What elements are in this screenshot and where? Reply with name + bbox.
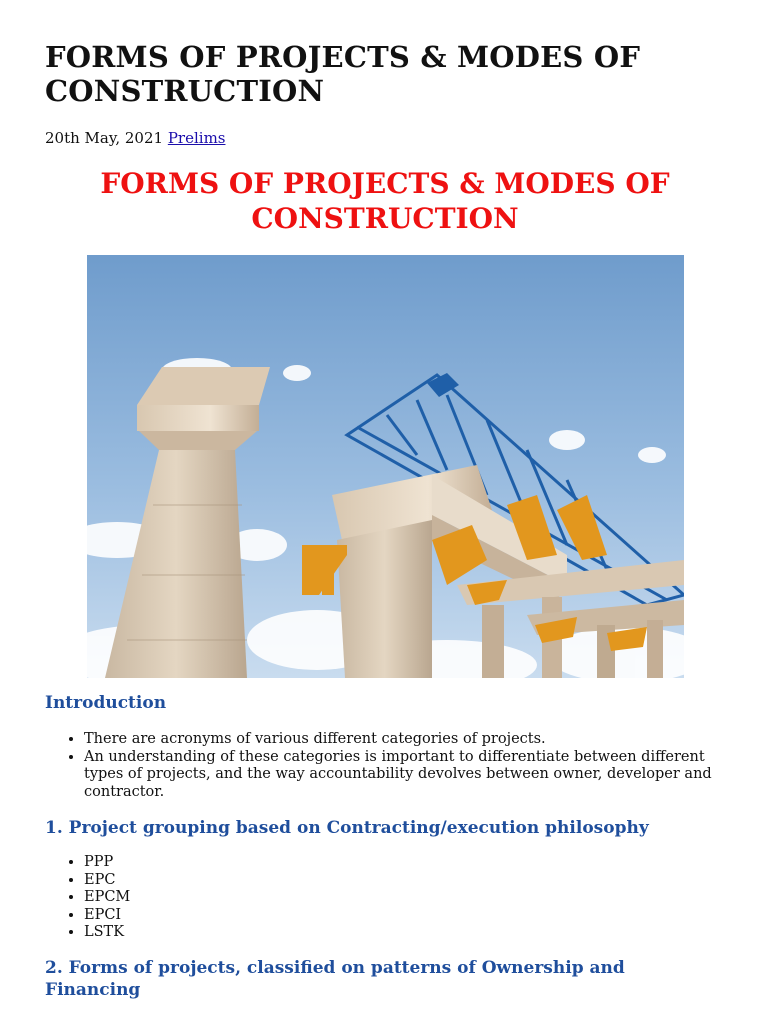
- list-item: • EPCI: [84, 907, 725, 925]
- section1-heading: 1. Project grouping based on Contracting/execution philosophy: [45, 818, 649, 838]
- hero-image: [87, 255, 684, 678]
- list-item: • EPCM: [84, 889, 725, 907]
- introduction-heading: Introduction: [45, 693, 167, 713]
- section1-list: [45, 854, 725, 942]
- list-item: • EPC: [84, 872, 725, 890]
- list-item: • An understanding of these categories is important to differentiate between different types of projects, and the way accountability devolves between owner, developer and contractor.: [84, 749, 725, 802]
- article-heading: FORMS OF PROJECTS & MODES OF CONSTRUCTION: [100, 167, 670, 235]
- category-link-prelims[interactable]: Prelims: [167, 129, 226, 147]
- post-meta: [45, 128, 225, 148]
- list-item: • PPP: [84, 854, 725, 872]
- post-title: FORMS OF PROJECTS & MODES OF CONSTRUCTION: [45, 40, 641, 108]
- introduction-list: [45, 731, 725, 801]
- list-item: • There are acronyms of various different categories of projects.: [84, 731, 725, 749]
- construction-bridge-photo-icon: [87, 255, 684, 678]
- list-item: • LSTK: [84, 924, 725, 942]
- post-date: 20th May, 2021: [45, 129, 164, 147]
- section2-heading: 2. Forms of projects, classified on patterns of Ownership and Financing: [45, 958, 625, 1000]
